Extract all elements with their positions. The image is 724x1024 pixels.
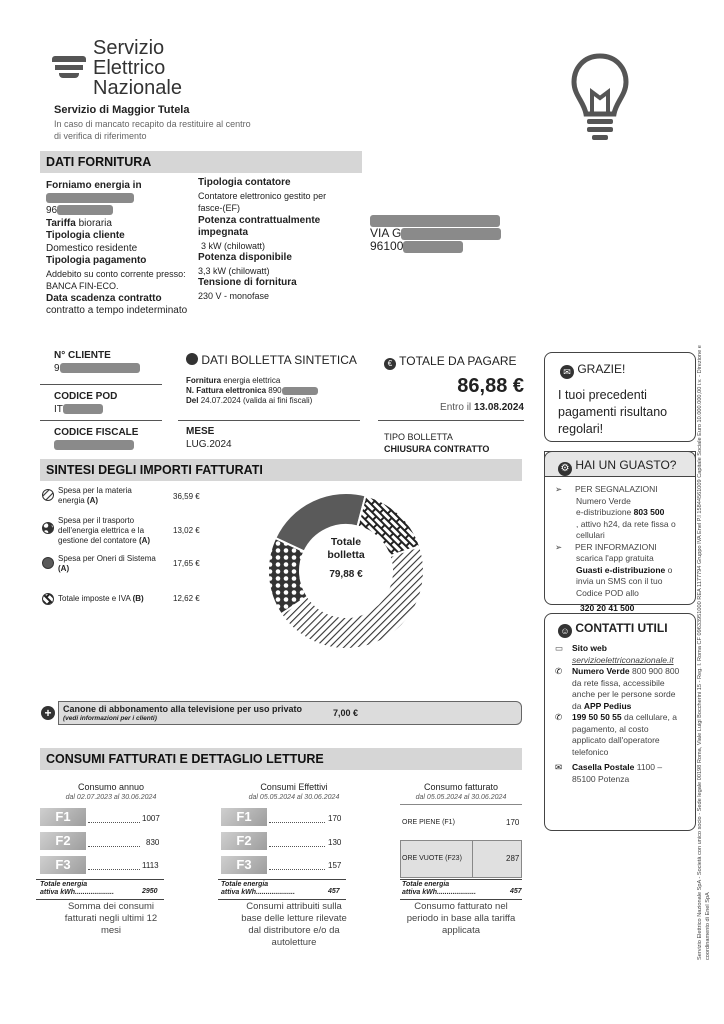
consumo-annuo: Consumo annuo dal 02.07.2023 al 30.06.2024 F1 1007 F2 830 F3 1113 Totale energia attiva kWh.................... 2950 Somma dei consumi fatturati negli ultimi 12 mesi (36, 782, 196, 942)
mobile-phone-icon: ✆ (555, 712, 563, 722)
guasto-box: ⚙ HAI UN GUASTO? ➢ PER SEGNALAZIONI Numero Verde e-distribuzione 803 500 , attivo h24, da rete fissa o cellulari ➢ PER INFORMAZIONI scarica l'app gratuita Guasti e-distribuzione o invia un SMS con il tuo Codice POD allo 320 20 41 500 (544, 451, 696, 605)
fornitura-left-column: Forniamo energia in 96 Tariffa bioraria Tipologia cliente Domestico residente Tipologia pagamento Addebito su conto corrente presso: BANCA FIN-ECO. Data scadenza contratto contratto a tempo indeterminato (46, 180, 188, 316)
tipo-bolletta: TIPO BOLLETTA CHIUSURA CONTRATTO (384, 432, 490, 454)
solid-swatch-icon (42, 557, 54, 569)
canone-value: 7,00 € (333, 708, 359, 718)
mese-block: MESE LUG.2024 (186, 426, 232, 450)
hex-swatch-icon (42, 522, 54, 534)
service-note: In caso di mancato recapito da restituire al centro di verifica di riferimento (54, 119, 251, 141)
grazie-box: ✉ GRAZIE! I tuoi precedenti pagamenti risultano regolari! (544, 352, 696, 442)
phone-icon: ✆ (555, 666, 563, 676)
brand-name: Servizio Elettrico Nazionale (93, 37, 182, 99)
mail-icon: ✉ (555, 762, 563, 772)
hatch-swatch-icon (42, 489, 54, 501)
section-dati-fornitura: DATI FORNITURA (40, 151, 362, 173)
consumo-fatturato: Consumo fatturato dal 05.05.2024 al 30.06.2024 ORE PIENE (F1) 170 ORE VUOTE (F23) 287 Totale energia attiva kWh.................... 457 Consumo fatturato nel periodo in base alla tariffa applicata (402, 782, 522, 936)
section-sintesi: SINTESI DEGLI IMPORTI FATTURATI (40, 459, 522, 481)
f1-label: F1 (40, 808, 86, 826)
f1-label: F1 (221, 808, 267, 826)
canone-subtitle: (vedi informazioni per i clienti) (63, 715, 157, 722)
cliente-block: N° CLIENTE 9 (54, 350, 162, 374)
legal-sidebar-text: Servizio Elettrico Nazionale SpA - Società con unico socio - Sede legale 00198 Roma, Viale Luigi Boccherini 15 - Reg. I. Roma CF 09633951000 REA 1177794 Gruppo IVA Enel P.I 15844561009 Capitale Sociale Euro 10.000.000,00 i.v. - Direzione e coordinamento di Enel SpA (697, 345, 711, 960)
brick-swatch-icon (42, 593, 54, 605)
f3-label: F3 (40, 856, 86, 874)
section-consumi: CONSUMI FATTURATI E DETTAGLIO LETTURE (40, 748, 522, 770)
donut-center: Totale bolletta 79,88 € (327, 536, 365, 580)
plus-circle-icon[interactable]: + (41, 706, 55, 720)
totale-entro: Entro il 13.08.2024 (440, 402, 524, 413)
sintetica-title: DATI BOLLETTA SINTETICA (186, 353, 357, 367)
address-block: VIA G 96100 (370, 214, 501, 253)
service-title: Servizio di Maggior Tutela (54, 104, 190, 116)
fiscale-block: CODICE FISCALE (54, 427, 162, 451)
contatti-box: ☺ CONTATTI UTILI ▭ Sito web servizioelettriconazionale.it ✆ Numero Verde 800 900 800 da rete fissa, accessibile anche per le persone sorde da APP Pedius ✆ 199 50 50 55 da cellulare, a pagamento, al costo applicato dall'operatore telefonico ✉ Casella Postale 1100 – 85100 Potenza (544, 613, 696, 831)
divider (40, 384, 162, 385)
f3-label: F3 (221, 856, 267, 874)
divider (378, 420, 524, 421)
brand-logo (52, 56, 86, 82)
totale-amount: 86,88 € (457, 375, 524, 397)
laptop-icon: ▭ (555, 643, 564, 653)
sintetica-details: Fornitura energia elettrica N. Fattura elettronica 890 Del 24.07.2024 (valida ai fini fiscali) (186, 376, 318, 406)
fornitura-right-column: Tipologia contatore Contatore elettronico gestito per fasce-(EF) Potenza contrattualmente impegnata 3 kW (chilowatt) Potenza disponibile 3,3 kW (chilowatt) Tensione di fornitura 230 V - monofase (198, 177, 327, 301)
website-link[interactable]: servizioelettriconazionale.it (572, 654, 674, 665)
divider (40, 420, 162, 421)
divider (178, 420, 360, 421)
document-icon (186, 353, 198, 365)
totale-title: € TOTALE DA PAGARE (384, 354, 517, 370)
lightbulb-icon (570, 52, 630, 144)
f2-label: F2 (40, 832, 86, 850)
consumi-effettivi: Consumi Effettivi dal 05.05.2024 al 30.06.2024 F1 170 F2 130 F3 157 Totale energia attiva kWh.................... 457 Consumi attribuiti sulla base delle letture rilevate dal distributore e/o da autoletture (218, 782, 378, 952)
gear-icon: ⚙ (558, 462, 572, 476)
euro-icon: € (384, 358, 396, 370)
people-icon: ☺ (558, 624, 572, 638)
pod-block: CODICE POD IT (54, 391, 118, 415)
envelope-icon: ✉ (560, 365, 574, 379)
canone-title: Canone di abbonamento alla televisione per uso privato (63, 704, 303, 714)
f2-label: F2 (221, 832, 267, 850)
